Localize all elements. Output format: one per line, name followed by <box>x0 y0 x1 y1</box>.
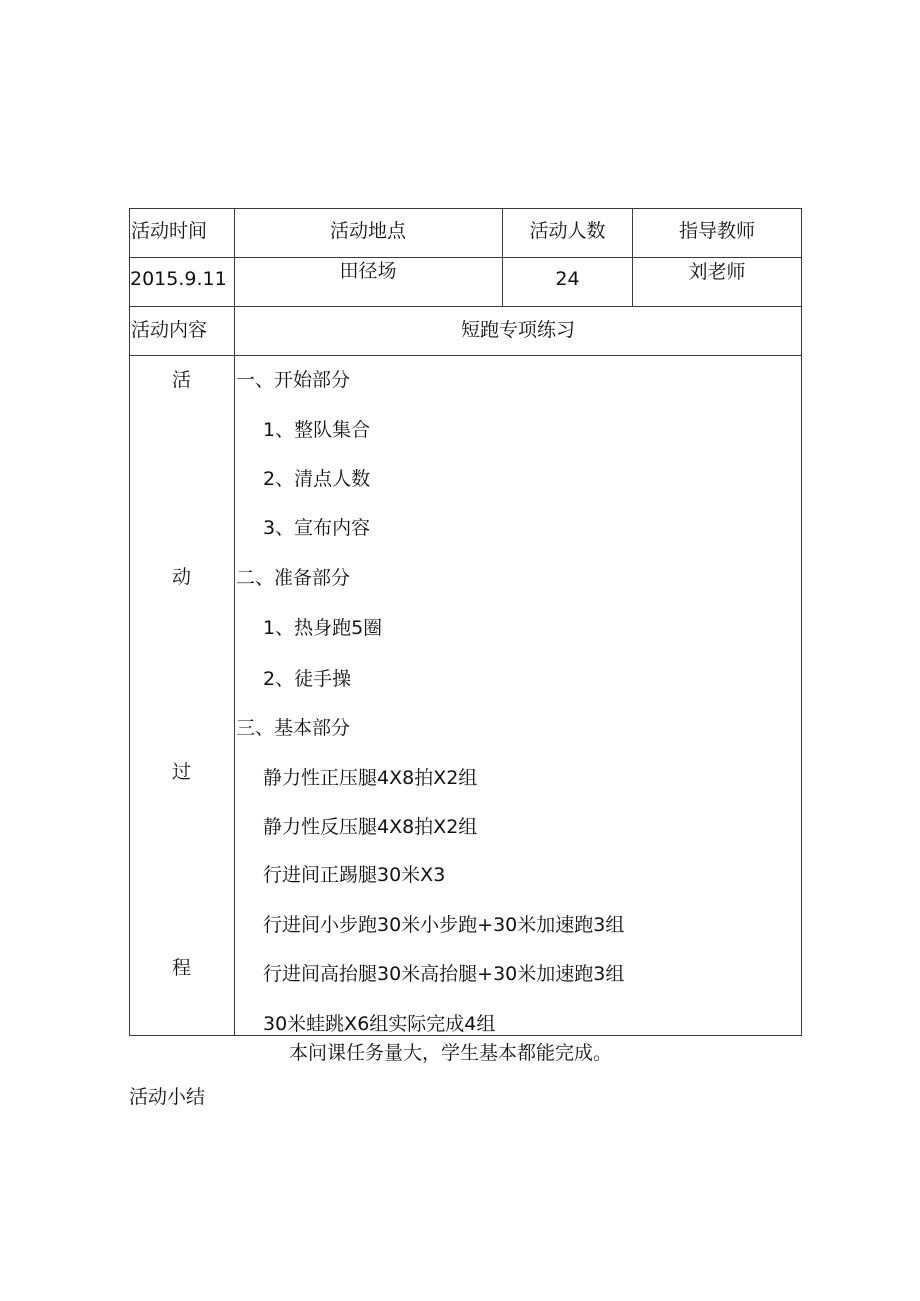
value-count: 24 <box>555 268 580 290</box>
value-teacher: 刘老师 <box>688 261 746 283</box>
table-rule-row2 <box>129 306 802 307</box>
value-time: 2015.9.11 <box>130 268 227 290</box>
value-place: 田径场 <box>339 260 397 282</box>
table-rule-row3 <box>129 355 802 356</box>
process-label-char-2: 动 <box>172 566 192 588</box>
header-count: 活动人数 <box>529 220 606 242</box>
content-label: 活动内容 <box>131 319 208 341</box>
process-line: 静力性反压腿4X8拍X2组 <box>263 816 478 838</box>
process-label-char-3: 过 <box>172 761 192 783</box>
process-line: 行进间正踢腿30米X3 <box>263 864 446 886</box>
process-line: 2、清点人数 <box>263 468 371 490</box>
header-teacher: 指导教师 <box>678 220 755 242</box>
header-place: 活动地点 <box>329 220 406 242</box>
process-line: 二、准备部分 <box>236 567 351 589</box>
process-line: 2、徒手操 <box>263 668 352 690</box>
process-line: 一、开始部分 <box>236 369 351 391</box>
header-time: 活动时间 <box>131 220 208 242</box>
process-line: 静力性正压腿4X8拍X2组 <box>263 767 478 789</box>
summary-label: 活动小结 <box>129 1086 206 1108</box>
table-rule-left <box>129 208 130 1036</box>
table-rule-right <box>801 208 802 1036</box>
process-label-char-4: 程 <box>172 957 192 979</box>
process-line: 行进间高抬腿30米高抬腿+30米加速跑3组 <box>263 963 625 985</box>
process-label-char-1: 活 <box>172 369 192 391</box>
process-line: 3、宣布内容 <box>263 517 371 539</box>
process-line: 30米蛙跳X6组实际完成4组 <box>263 1013 496 1035</box>
process-line: 三、基本部分 <box>236 717 351 739</box>
content-value: 短跑专项练习 <box>460 319 575 341</box>
summary-text: 本问课任务量大，学生基本都能完成。 <box>289 1042 613 1064</box>
process-line: 行进间小步跑30米小步跑+30米加速跑3组 <box>263 914 625 936</box>
process-line: 1、热身跑5圈 <box>263 617 383 639</box>
table-rule-row1 <box>129 257 802 258</box>
process-line: 1、整队集合 <box>263 419 371 441</box>
table-rule-top <box>129 208 802 209</box>
